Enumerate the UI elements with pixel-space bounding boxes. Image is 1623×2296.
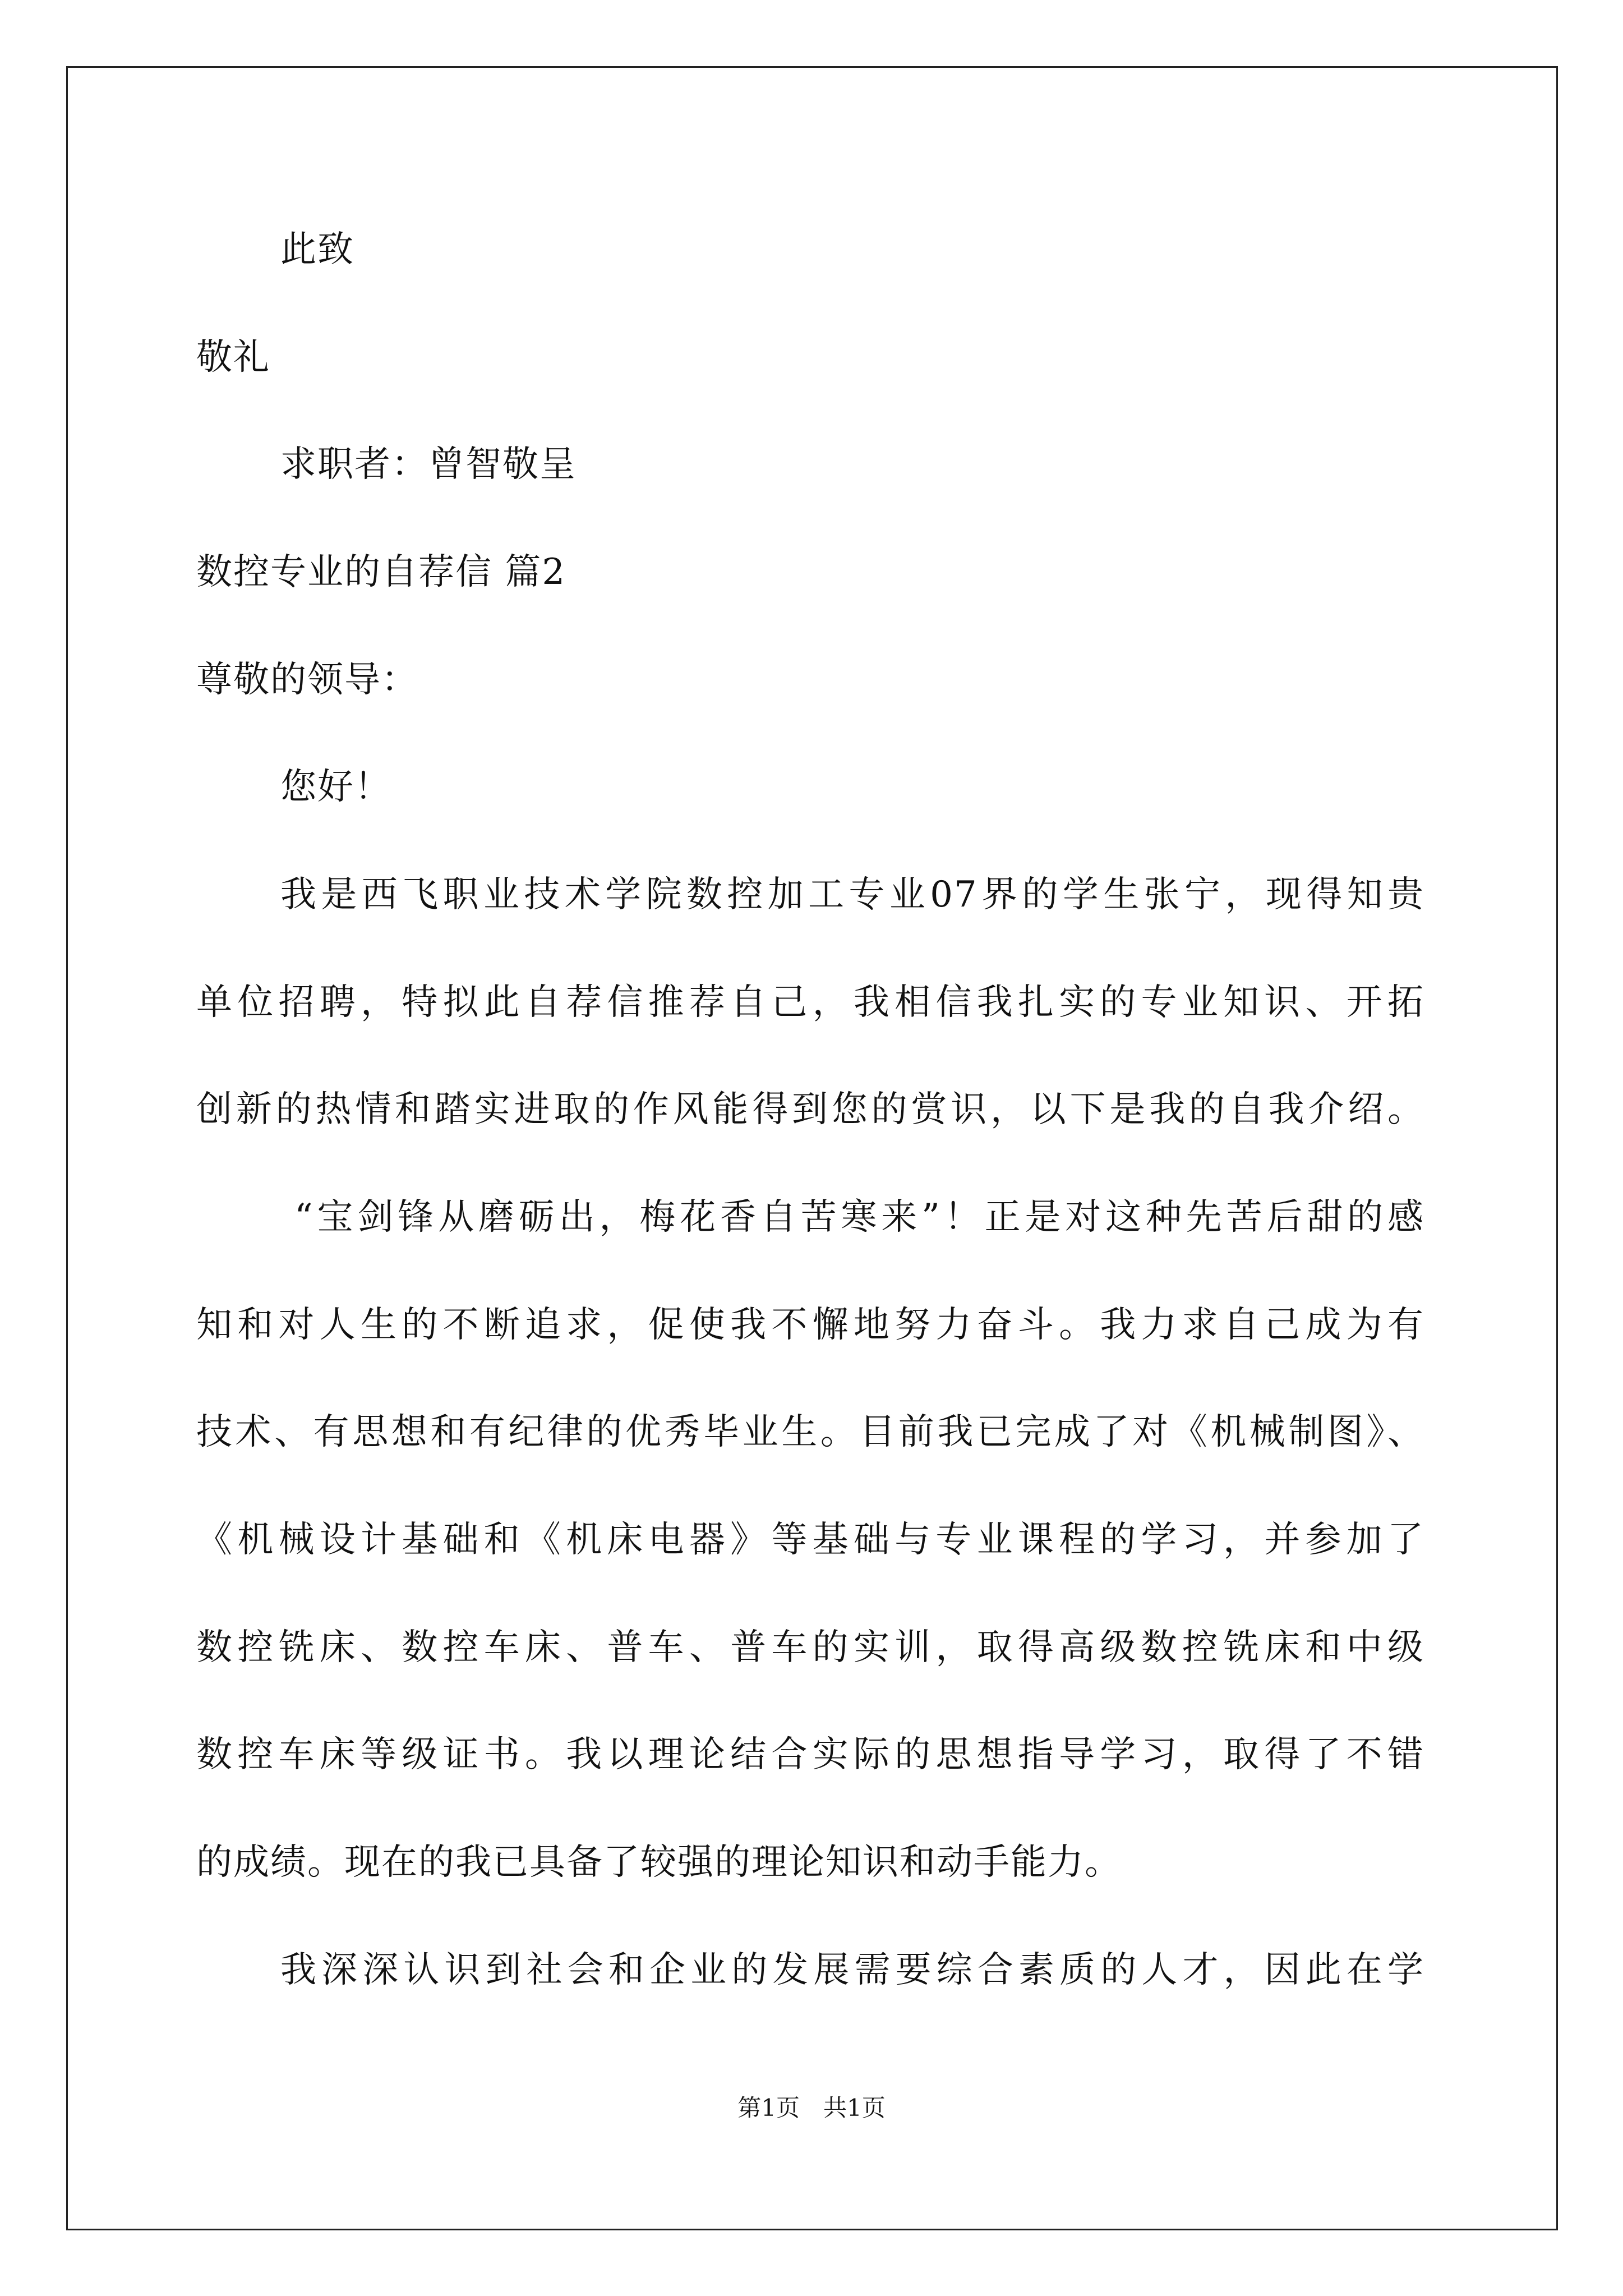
page-footer: 第1页 共1页 [737, 2094, 886, 2122]
greeting-line: 尊敬的领导： [196, 659, 418, 701]
paragraph-2-line-5: 数控铣床、数控车床、普车、普车的实训，取得高级数控铣床和中级 [196, 1627, 1424, 1668]
page-border [66, 66, 1558, 2230]
paragraph-2-line-6: 数控车床等级证书。我以理论结合实际的思想指导学习，取得了不错 [196, 1734, 1424, 1775]
paragraph-1-line-2: 单位招聘，特拟此自荐信推荐自己，我相信我扎实的专业知识、开拓 [196, 982, 1424, 1023]
paragraph-2-line-3: 技术、有思想和有纪律的优秀毕业生。目前我已完成了对《机械制图》、 [196, 1411, 1424, 1453]
paragraph-3-line-1: 我深深认识到社会和企业的发展需要综合素质的人才，因此在学 [280, 1949, 1424, 1991]
signature-line: 求职者：曾智敬呈 [280, 444, 577, 485]
paragraph-2-line-2: 知和对人生的不断追求，促使我不懈地努力奋斗。我力求自己成为有 [196, 1304, 1424, 1346]
paragraph-1-line-3: 创新的热情和踏实进取的作风能得到您的赏识，以下是我的自我介绍。 [196, 1089, 1424, 1130]
regards-line: 敬礼 [196, 337, 270, 378]
paragraph-2-line-4: 《机械设计基础和《机床电器》等基础与专业课程的学习，并参加了 [196, 1519, 1424, 1561]
paragraph-2-line-1: “宝剑锋从磨砺出，梅花香自苦寒来”！正是对这种先苦后甜的感 [294, 1197, 1424, 1238]
paragraph-1-line-1: 我是西飞职业技术学院数控加工专业07界的学生张宁，现得知贵 [280, 874, 1424, 915]
closing-salutation: 此致 [280, 229, 354, 270]
hello-line: 您好！ [280, 766, 391, 808]
section-heading: 数控专业的自荐信 篇2 [196, 551, 566, 593]
paragraph-2-line-7: 的成绩。现在的我已具备了较强的理论知识和动手能力。 [196, 1842, 1122, 1883]
